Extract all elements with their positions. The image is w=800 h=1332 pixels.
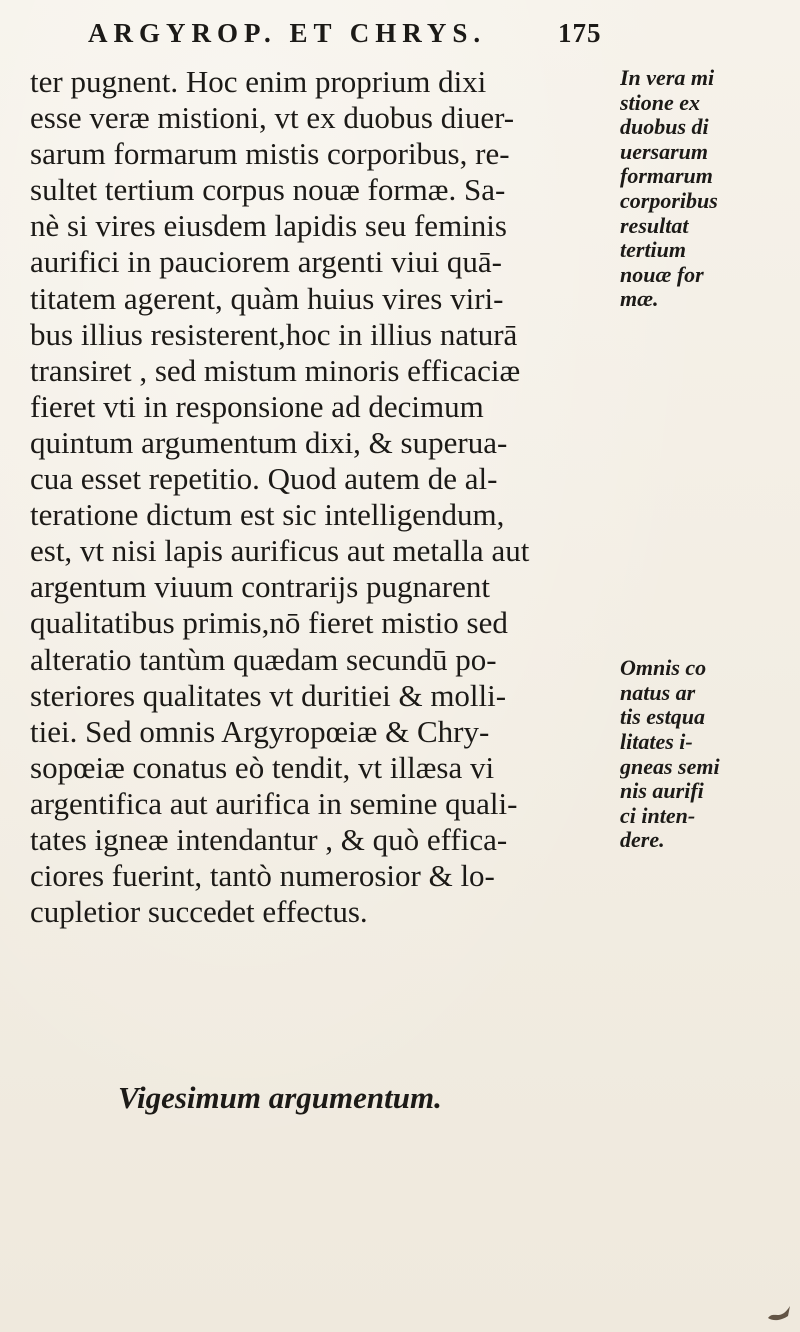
margin-note-line: gneas semi	[620, 754, 720, 779]
margin-note-line: duobus di	[620, 115, 709, 140]
margin-note-line: natus ar	[620, 680, 696, 705]
running-header	[88, 18, 602, 49]
text-line: cupletior succedet effectus.	[30, 894, 368, 930]
margin-note-line: In vera mi	[620, 66, 715, 90]
text-line: sarum formarum mistis corporibus, re-	[30, 136, 510, 172]
margin-note-line: ci inten-	[620, 803, 696, 828]
text-line: qualitatibus primis,nō fieret mistio sed	[30, 605, 508, 641]
margin-note-line	[620, 410, 796, 435]
text-line: tates igneæ intendantur , & quò effica-	[30, 821, 508, 857]
text-line: alteratio tantùm quædam secundū po-	[30, 641, 497, 677]
margin-note-line	[620, 509, 796, 534]
margin-note-line: uersarum	[620, 139, 709, 164]
margin-note-line	[620, 607, 796, 632]
margin-note-line	[620, 533, 796, 558]
text-line: est, vt nisi lapis aurificus aut metalla aut	[30, 533, 530, 569]
page-number: 175	[558, 18, 602, 48]
text-line: aurifici in pauciorem argenti viui quā-	[30, 244, 503, 280]
text-line: argentifica aut aurifica in semine quali-	[30, 785, 518, 821]
running-title: ARGYROP. ET CHRYS.	[88, 18, 487, 48]
text-line: bus illius resisterent,hoc in illius naturā	[30, 316, 518, 352]
section-heading: Vigesimum argumentum.	[118, 1080, 442, 1115]
margin-note-line: mæ.	[620, 287, 659, 312]
margin-note-line: nouæ for	[620, 262, 704, 287]
text-line: sopœiæ conatus eò tendit, vt illæsa vi	[30, 749, 495, 785]
margin-note-line: tis estqua	[620, 705, 705, 730]
text-line: tiei. Sed omnis Argyropœiæ & Chry-	[30, 713, 490, 749]
margin-note-line: corporibus	[620, 188, 718, 213]
margin-note-line: Omnis co	[620, 656, 707, 681]
margin-note-line	[620, 386, 796, 411]
text-line: steriores qualitates vt duritiei & molli-	[30, 677, 507, 713]
margin-note-line: formarum	[620, 164, 713, 189]
text-line: titatem agerent, quàm huius vires viri-	[30, 280, 504, 316]
margin-note-line: stione ex	[620, 90, 701, 115]
margin-note-line: dere.	[620, 828, 665, 853]
margin-notes-column	[620, 66, 796, 853]
margin-note-line	[620, 460, 796, 485]
margin-note-line: nis aurifi	[620, 779, 704, 804]
text-line: esse veræ mistioni, vt ex duobus diuer-	[30, 100, 515, 136]
margin-note-line: tertium	[620, 238, 687, 263]
text-line: fieret vti in responsione ad decimum	[30, 388, 484, 424]
text-line: transiret , sed mistum minoris efficaciæ	[30, 352, 521, 388]
margin-note-line	[620, 632, 796, 657]
margin-note-line: resultat	[620, 213, 689, 238]
text-line: argentum viuum contrarijs pugnarent	[30, 569, 491, 605]
margin-note-line	[620, 484, 796, 509]
text-line: cua esset repetitio. Quod autem de al-	[30, 461, 498, 497]
margin-note-line	[620, 582, 796, 607]
text-line: ciores fuerint, tantò numerosior & lo-	[30, 858, 495, 894]
text-line: teratione dictum est sic intelligendum,	[30, 497, 505, 533]
text-line: nè si vires eiusdem lapidis seu feminis	[30, 208, 507, 244]
text-line: ter pugnent. Hoc enim proprium dixi	[30, 64, 487, 99]
text-line: quintum argumentum dixi, & superua-	[30, 424, 508, 460]
margin-note-line	[620, 558, 796, 583]
margin-note-line	[620, 312, 796, 337]
ink-mark-icon	[766, 1302, 792, 1324]
margin-note-line	[620, 435, 796, 460]
margin-note-line	[620, 361, 796, 386]
margin-note-line	[620, 337, 796, 362]
margin-note-line: litates i-	[620, 730, 693, 755]
text-line: sultet tertium corpus nouæ formæ. Sa-	[30, 172, 506, 208]
